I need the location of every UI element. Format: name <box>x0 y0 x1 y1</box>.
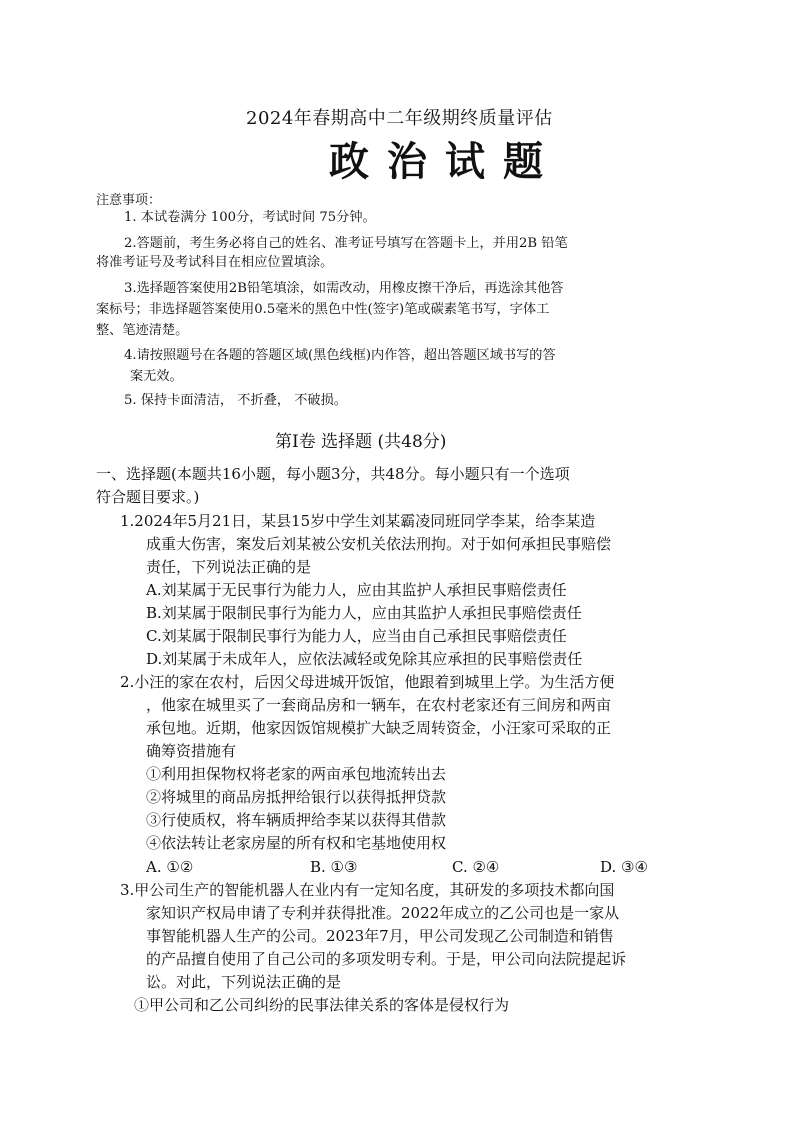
q2-statement-1: ①利用担保物权将老家的两亩承包地流转出去 <box>146 765 447 783</box>
q3-statement-1: ①甲公司和乙公司纠纷的民事法律关系的客体是侵权行为 <box>134 996 510 1014</box>
q2-line-1: 2.小汪的家在农村，后因父母进城开饭馆，他跟着到城里上学。为生活方便 <box>120 673 615 691</box>
note-item-5: 5. 保持卡面清洁， 不折叠， 不破损。 <box>124 393 347 408</box>
note-item-4: 4.请按照题号在各题的答题区域(黑色线框)内作答，超出答题区域书写的答 <box>124 348 556 363</box>
q2-line-4: 确筹资措施有 <box>146 742 237 760</box>
exam-subtitle: 2024年春期高中二年级期终质量评估 <box>246 108 553 129</box>
q3-line-4: 的产品擅自使用了自己公司的多项发明专利。于是，甲公司向法院提起诉 <box>146 950 627 968</box>
q2-choice-a: A. ①② <box>146 858 194 876</box>
note-item-2: 2.答题前，考生务必将自己的姓名、准考证号填写在答题卡上，并用2B 铅笔 <box>124 236 568 251</box>
q1-option-d: D.刘某属于未成年人，应依法减轻或免除其应承担的民事赔偿责任 <box>146 650 583 668</box>
section-instructions-1: 一、选择题(本题共16小题，每小题3分，共48分。每小题只有一个选项 <box>96 465 570 483</box>
q1-line-1: 1.2024年5月21日，某县15岁中学生刘某霸凌同班同学李某，给李某造 <box>120 512 596 530</box>
q1-option-b: B.刘某属于限制民事行为能力人，应由其监护人承担民事赔偿责任 <box>146 604 582 622</box>
note-item-3-cont: 案标号；非选择题答案使用0.5毫米的黑色中性(签字)笔或碳素笔书写，字体工 <box>96 302 550 317</box>
q3-line-3: 事智能机器人生产的公司。2023年7月，甲公司发现乙公司制造和销售 <box>146 927 614 945</box>
q3-line-1: 3.甲公司生产的智能机器人在业内有一定知名度，其研发的多项技术都向国 <box>120 881 615 899</box>
note-item-4-cont: 案无效。 <box>130 369 183 384</box>
q2-statement-4: ④依法转让老家房屋的所有权和宅基地使用权 <box>146 834 447 852</box>
q2-line-2: ，他家在城里买了一套商品房和一辆车，在农村老家还有三间房和两亩 <box>146 696 612 714</box>
q2-line-3: 承包地。近期，他家因饭馆规模扩大缺乏周转资金，小汪家可采取的正 <box>146 719 612 737</box>
q2-statement-2: ②将城里的商品房抵押给银行以获得抵押贷款 <box>146 788 447 806</box>
q1-line-2: 成重大伤害，案发后刘某被公安机关依法刑拘。对于如何承担民事赔偿 <box>146 535 612 553</box>
notes-heading: 注意事项： <box>96 193 162 208</box>
note-item-3-cont2: 整、笔迹清楚。 <box>96 323 189 338</box>
q3-line-5: 讼。对此，下列说法正确的是 <box>146 973 342 991</box>
q2-choice-d: D. ③④ <box>600 858 648 876</box>
q2-statement-3: ③行使质权，将车辆质押给李某以获得其借款 <box>146 811 447 829</box>
note-item-3: 3.选择题答案使用2B铅笔填涂，如需改动，用橡皮擦干净后，再选涂其他答 <box>124 281 564 296</box>
exam-title: 政治试题 <box>329 138 561 185</box>
q2-choice-c: C. ②④ <box>452 858 500 876</box>
q2-choice-b: B. ①③ <box>310 858 358 876</box>
q1-line-3: 责任，下列说法正确的是 <box>146 558 312 576</box>
section-instructions-2: 符合题目要求。) <box>96 488 200 506</box>
q1-option-a: A.刘某属于无民事行为能力人，应由其监护人承担民事赔偿责任 <box>146 581 567 599</box>
q1-option-c: C.刘某属于限制民事行为能力人，应当由自己承担民事赔偿责任 <box>146 627 567 645</box>
note-item-2-cont: 将准考证号及考试科目在相应位置填涂。 <box>96 255 334 270</box>
q3-line-2: 家知识产权局申请了专利并获得批准。2022年成立的乙公司也是一家从 <box>146 904 620 922</box>
section-title: 第Ⅰ卷 选择题 (共48分) <box>275 432 447 452</box>
note-item-1: 1. 本试卷满分 100分，考试时间 75分钟。 <box>124 210 376 225</box>
